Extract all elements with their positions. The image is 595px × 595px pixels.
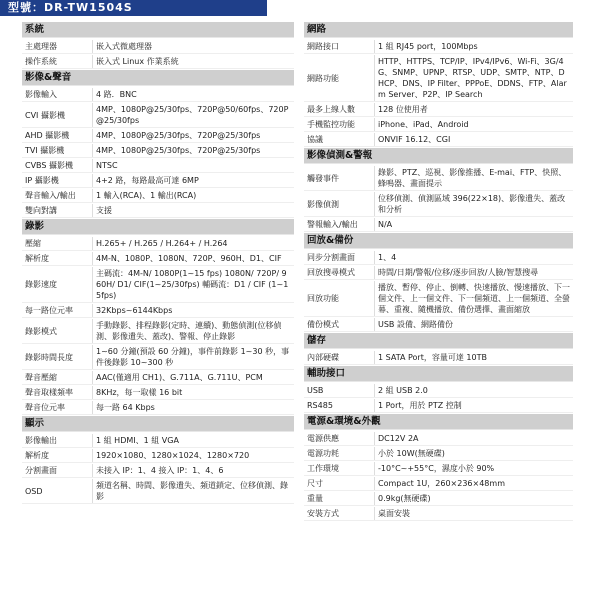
- spec-label: CVBS 攝影機: [25, 161, 74, 170]
- spec-value: 1 Port，用於 PTZ 控制: [374, 399, 573, 412]
- spec-value: 2 組 USB 2.0: [374, 384, 573, 397]
- spec-value: 手動錄影、排程錄影(定時、連續)、動態偵測(位移偵測、影像遺失、蓋改)、警報、停止錄影: [92, 319, 294, 343]
- model-title: 型號：DR-TW1504S: [0, 0, 267, 16]
- section-header: 回放&備份: [304, 233, 573, 249]
- spec-row: [304, 266, 573, 280]
- spec-value: 4MP、1080P@25/30fps、720P@50/60fps、720P@25/30fps: [92, 103, 294, 127]
- spec-label: 最多上線人數: [307, 105, 355, 114]
- spec-label: 解析度: [25, 254, 49, 263]
- spec-row: [22, 449, 294, 463]
- spec-section: [304, 22, 573, 147]
- spec-row: [304, 218, 573, 232]
- spec-label: 同步分割畫面: [307, 253, 355, 262]
- spec-section: [304, 414, 573, 521]
- spec-value: 位移偵測、偵測區域 396(22×18)、影像遺失、蓋改和分析: [374, 192, 573, 216]
- spec-row: [22, 40, 294, 54]
- section-header: 顯示: [22, 416, 294, 432]
- spec-row: [22, 55, 294, 69]
- spec-value: 播放、暫停、停止、倒轉、快速播放、慢速播放、下一個文件、上一個文件、下一個頻道、上一個頻道、全螢幕、重複、隨機播放、備份選擇、畫面縮放: [374, 281, 573, 316]
- spec-label: 主處理器: [25, 42, 57, 51]
- spec-value: 32Kbps~6144Kbps: [92, 304, 294, 317]
- spec-row: [22, 159, 294, 173]
- spec-row: [304, 133, 573, 147]
- spec-label: 警報輸入/輸出: [307, 220, 358, 229]
- spec-label: TVI 攝影機: [25, 146, 65, 155]
- spec-value: AAC(僅適用 CH1)、G.711A、G.711U、PCM: [92, 371, 294, 384]
- spec-label: IP 攝影機: [25, 176, 59, 185]
- spec-value: 桌面安裝: [374, 507, 573, 520]
- spec-label: CVI 攝影機: [25, 110, 65, 120]
- spec-label: 備份模式: [307, 320, 339, 329]
- spec-label: 內部硬碟: [307, 353, 339, 362]
- spec-label: 操作系統: [25, 57, 57, 66]
- spec-label: 重量: [307, 494, 323, 503]
- section-header: 影像&聲音: [22, 70, 294, 86]
- spec-value: NTSC: [92, 159, 294, 172]
- spec-label: 影像輸出: [25, 436, 57, 445]
- spec-label: OSD: [25, 486, 43, 496]
- spec-row: [22, 319, 294, 344]
- spec-label: 網路接口: [307, 42, 339, 51]
- spec-label: 尺寸: [307, 479, 323, 488]
- spec-value: Compact 1U，260×236×48mm: [374, 477, 573, 490]
- spec-section: [304, 333, 573, 365]
- spec-section: [304, 366, 573, 413]
- spec-row: [304, 251, 573, 265]
- spec-row: [22, 479, 294, 504]
- spec-value: 4+2 路，每路最高可達 6MP: [92, 174, 294, 187]
- spec-label: 電源供應: [307, 434, 339, 443]
- spec-row: [304, 192, 573, 217]
- spec-row: [22, 88, 294, 102]
- spec-label: 手機監控功能: [307, 120, 355, 129]
- section-header: 輔助接口: [304, 366, 573, 382]
- spec-label: 分割畫面: [25, 466, 57, 475]
- spec-row: [304, 432, 573, 446]
- spec-value: 8KHz，每一取樣 16 bit: [92, 386, 294, 399]
- spec-row: [22, 129, 294, 143]
- spec-label: 雙向對講: [25, 206, 57, 215]
- spec-label: 回放功能: [307, 294, 339, 303]
- spec-value: 每一路 64 Kbps: [92, 401, 294, 414]
- spec-value: iPhone、iPad、Android: [374, 118, 573, 131]
- spec-value: 未接入 IP：1、4 接入 IP：1、4、6: [92, 464, 294, 477]
- spec-label: 聲音輸入/輸出: [25, 191, 76, 200]
- spec-value: 1~60 分鐘(預設 60 分鐘)，事件前錄影 1~30 秒，事件後錄影 10~300 秒: [92, 345, 294, 369]
- spec-value: 主碼流：4M-N/ 1080P(1~15 fps) 1080N/ 720P/ 960H/ D1/ CIF(1~25/30fps) 輔碼流：D1 / CIF (1~15fps): [92, 267, 294, 302]
- spec-value: ONVIF 16.12、CGI: [374, 133, 573, 146]
- spec-label: RS485: [307, 401, 333, 410]
- spec-label: 解析度: [25, 451, 49, 460]
- spec-section: [304, 148, 573, 232]
- spec-label: 影像偵測: [307, 199, 339, 209]
- spec-value: 頻道名稱、時間、影像遺失、頻道鎖定、位移偵測、錄影: [92, 479, 294, 503]
- section-header: 系統: [22, 22, 294, 38]
- spec-row: [304, 103, 573, 117]
- spec-label: 壓縮: [25, 239, 41, 248]
- spec-value: 4MP、1080P@25/30fps、720P@25/30fps: [92, 129, 294, 142]
- section-header: 電源&環境&外觀: [304, 414, 573, 430]
- spec-label: 網路功能: [307, 73, 339, 83]
- spec-value: H.265+ / H.265 / H.264+ / H.264: [92, 237, 294, 250]
- spec-label: 每一路位元率: [25, 306, 73, 315]
- spec-value: 4 路．BNC: [92, 88, 294, 101]
- spec-label: 錄影模式: [25, 326, 57, 336]
- spec-value: N/A: [374, 218, 573, 231]
- spec-row: [22, 189, 294, 203]
- spec-value: 128 位使用者: [374, 103, 573, 116]
- spec-label: AHD 攝影機: [25, 131, 70, 140]
- spec-label: 錄影速度: [25, 280, 57, 289]
- section-header: 儲存: [304, 333, 573, 349]
- spec-section: [22, 219, 294, 415]
- spec-row: [304, 281, 573, 317]
- spec-value: 1 輸入(RCA)、1 輸出(RCA): [92, 189, 294, 202]
- spec-row: [304, 318, 573, 332]
- right-spec-column: [304, 22, 573, 522]
- spec-row: [304, 118, 573, 132]
- spec-value: 時間/日期/警報/位移/逐步回放/人臉/智慧搜尋: [374, 266, 573, 279]
- spec-value: 1、4: [374, 251, 573, 264]
- section-header: 影像偵測&警報: [304, 148, 573, 164]
- section-header: 網路: [304, 22, 573, 38]
- spec-row: [22, 252, 294, 266]
- spec-row: [22, 304, 294, 318]
- spec-row: [304, 492, 573, 506]
- spec-value: 1920×1080、1280×1024、1280×720: [92, 449, 294, 462]
- spec-label: 工作環境: [307, 464, 339, 473]
- spec-value: 1 SATA Port，容量可達 10TB: [374, 351, 573, 364]
- spec-label: 電源功耗: [307, 449, 339, 458]
- spec-row: [22, 103, 294, 128]
- spec-row: [304, 462, 573, 476]
- spec-value: USB 設備、網路備份: [374, 318, 573, 331]
- spec-row: [22, 237, 294, 251]
- spec-row: [22, 204, 294, 218]
- spec-value: 錄影、PTZ、巡視、影像推播、E-mai、FTP、快照、蜂鳴器、畫面提示: [374, 166, 573, 190]
- spec-row: [22, 174, 294, 188]
- spec-row: [22, 401, 294, 415]
- spec-value: 1 組 HDMI、1 組 VGA: [92, 434, 294, 447]
- spec-row: [304, 447, 573, 461]
- spec-label: 錄影時間長度: [25, 352, 73, 362]
- spec-label: 安裝方式: [307, 509, 339, 518]
- spec-label: 影像輸入: [25, 90, 57, 99]
- spec-label: 聲音取樣頻率: [25, 388, 73, 397]
- spec-value: 嵌入式 Linux 作業系統: [92, 55, 294, 68]
- spec-label: USB: [307, 386, 324, 395]
- spec-value: 小於 10W(無硬碟): [374, 447, 573, 460]
- spec-row: [304, 351, 573, 365]
- spec-row: [22, 434, 294, 448]
- spec-row: [304, 399, 573, 413]
- section-header: 錄影: [22, 219, 294, 235]
- spec-row: [22, 464, 294, 478]
- spec-value: 0.9kg(無硬碟): [374, 492, 573, 505]
- spec-value: 1 組 RJ45 port，100Mbps: [374, 40, 573, 53]
- left-spec-column: [22, 22, 294, 505]
- spec-row: [304, 477, 573, 491]
- spec-row: [22, 371, 294, 385]
- spec-value: 支援: [92, 204, 294, 217]
- spec-label: 聲音位元率: [25, 403, 65, 412]
- spec-row: [304, 166, 573, 191]
- spec-label: 觸發事件: [307, 173, 339, 183]
- spec-row: [304, 507, 573, 521]
- spec-section: [22, 416, 294, 504]
- spec-section: [304, 233, 573, 332]
- spec-row: [304, 55, 573, 102]
- spec-value: 4MP、1080P@25/30fps、720P@25/30fps: [92, 144, 294, 157]
- spec-row: [304, 384, 573, 398]
- spec-value: 嵌入式微處理器: [92, 40, 294, 53]
- spec-row: [22, 345, 294, 370]
- spec-label: 協議: [307, 135, 323, 144]
- spec-row: [22, 267, 294, 303]
- spec-value: 4M-N、1080P、1080N、720P、960H、D1、CIF: [92, 252, 294, 265]
- spec-row: [22, 144, 294, 158]
- spec-value: DC12V 2A: [374, 432, 573, 445]
- spec-value: HTTP、HTTPS、TCP/IP、IPv4/IPv6、Wi-Fi、3G/4G、SNMP、UPNP、RTSP、UDP、SMTP、NTP、DHCP、DNS、IP Filter、PPPoE、DDNS、FTP、Alarm Server、P2P、IP Search: [374, 55, 573, 101]
- spec-row: [22, 386, 294, 400]
- spec-value: -10°C~+55°C，濕度小於 90%: [374, 462, 573, 475]
- spec-label: 回放搜尋模式: [307, 268, 355, 277]
- spec-section: [22, 70, 294, 218]
- spec-section: [22, 22, 294, 69]
- spec-row: [304, 40, 573, 54]
- spec-label: 聲音壓縮: [25, 373, 57, 382]
